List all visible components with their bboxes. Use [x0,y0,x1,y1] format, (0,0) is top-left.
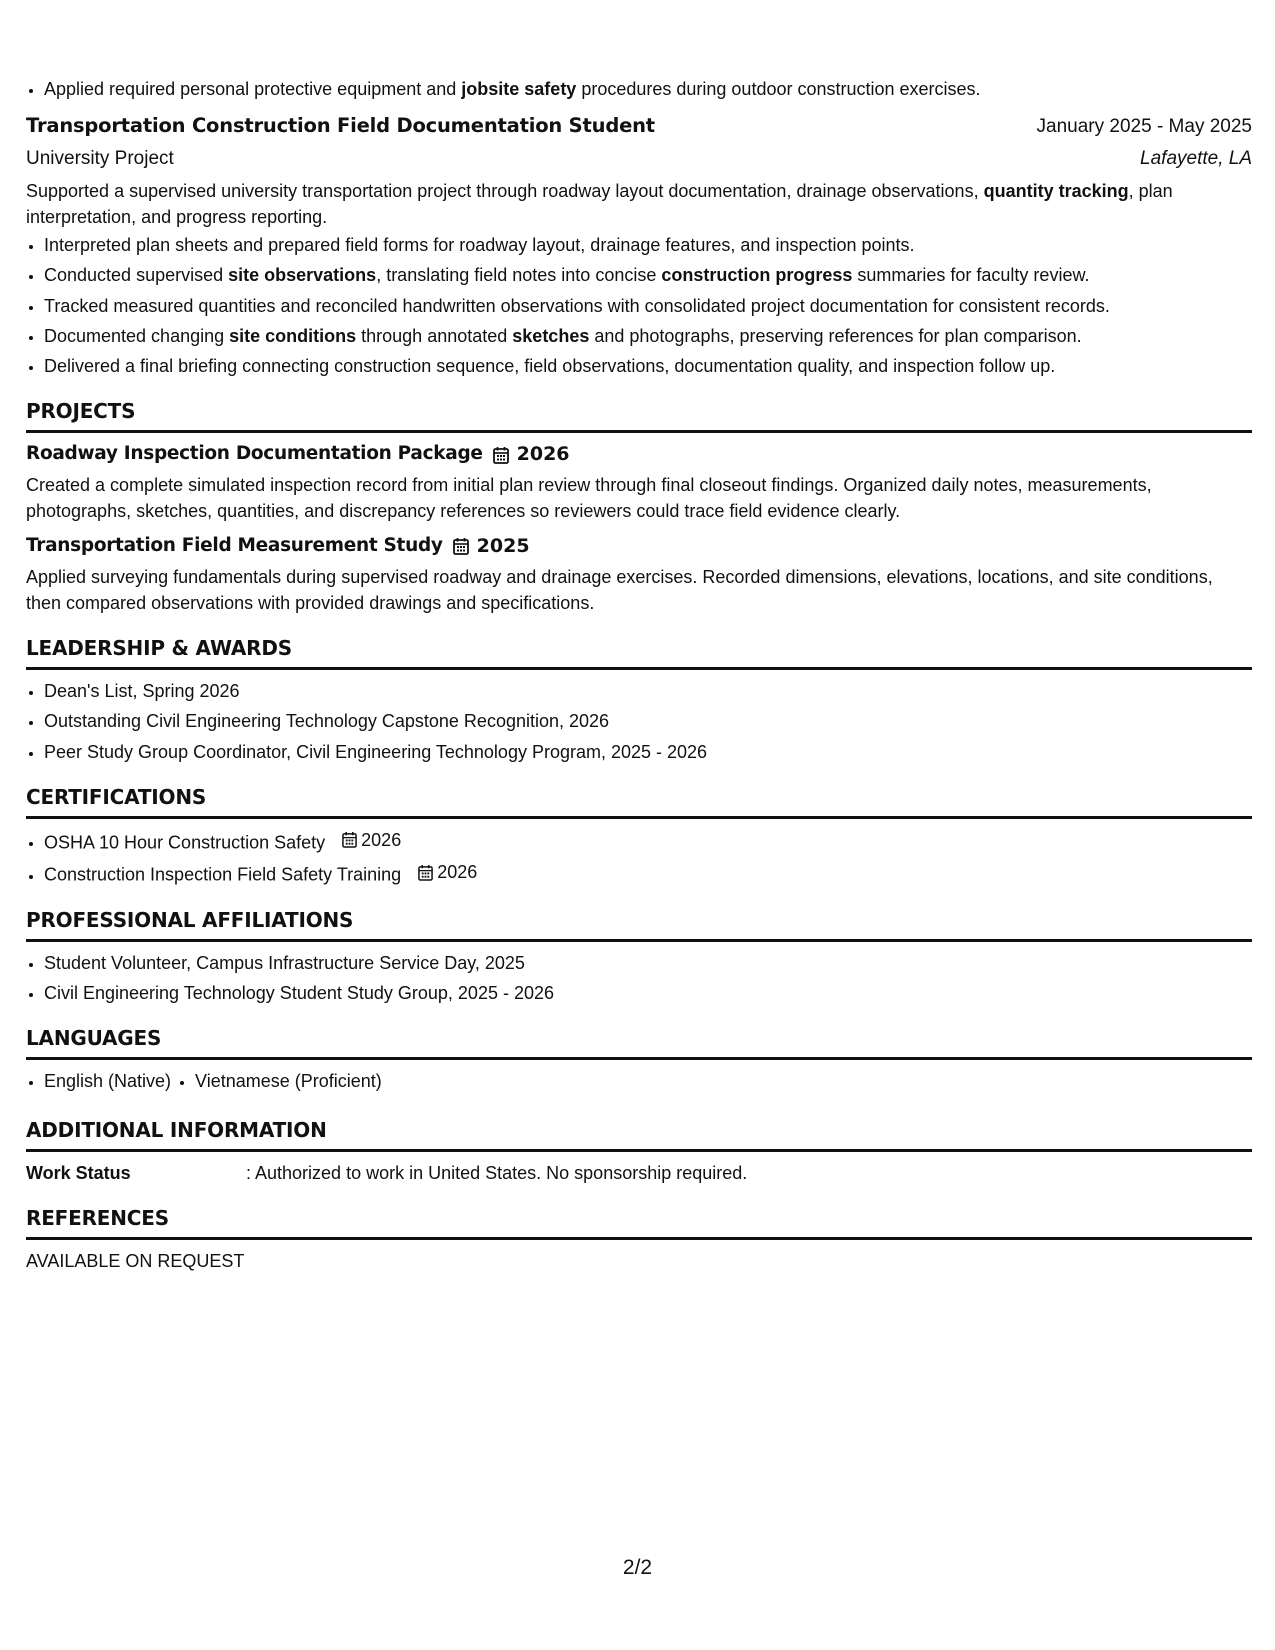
list-item [44,859,1252,888]
role-subheader [26,145,1252,173]
list-item [44,323,1252,349]
section-heading-languages: LANGUAGES [26,1024,1252,1060]
summary-text: , plan interpretation, and progress reporting. [26,181,1173,228]
project-description: Created a complete simulated inspection record from initial plan review through final closeout findings. Organized daily notes, measurements, photographs, sketches, quantities, and discrepancy references so reviewers could trace field evidence clearly. [26,475,1152,522]
project-title: Transportation Field Measurement Study [26,534,443,556]
certification-year: 2026 [361,829,402,850]
role-location: Lafayette, LA [1140,147,1252,169]
bullet-text: and photographs, preserving references for plan comparison. [589,325,1082,346]
bullet-text: Applied required personal protective equipment and [44,79,462,99]
list-item: • Delivered a final briefing connecting construction sequence, field observations, documentation quality, and inspection follow up. [44,353,1252,379]
certification-name: Construction Inspection Field Safety Training [44,864,402,885]
calendar-icon [342,831,357,848]
role-header [26,112,1252,141]
bullet-keyword: jobsite safety [461,79,577,99]
list-item [44,827,1252,856]
section-heading-affiliations: PROFESSIONAL AFFILIATIONS [26,906,1252,942]
work-status-row [26,1160,1252,1186]
bullet-text: Conducted supervised [44,265,229,286]
project-date [493,441,570,469]
certification-name: OSHA 10 Hour Construction Safety [44,832,326,853]
list-item: • Dean's List, Spring 2026 [44,678,1252,704]
bullet-text: through annotated [356,325,513,346]
list-item: • Vietnamese (Proficient) [195,1068,382,1094]
calendar-icon [418,864,433,881]
role-summary [26,178,1252,230]
role-bullets [26,232,1252,378]
role-organization: University Project [26,147,174,169]
project-year: 2026 [516,442,570,465]
list-item [44,76,1252,102]
summary-keyword: quantity tracking [983,181,1129,202]
bullet-keyword: site conditions [229,325,357,346]
bullet-text: summaries for faculty review. [852,265,1090,286]
leadership-list [26,678,1252,764]
work-status-label: Work Status [26,1163,131,1184]
certifications-list [26,827,1252,888]
bullet-text: , translating field notes into concise [376,265,662,286]
languages-list [26,1068,1252,1098]
page-number: 2/2 [622,1556,653,1579]
list-item [44,262,1252,288]
work-status-value: : Authorized to work in United States. No sponsorship required. [246,1163,748,1184]
calendar-icon [493,446,509,464]
section-heading-projects: PROJECTS [26,397,1252,433]
list-item: • Civil Engineering Technology Student Study Group, 2025 - 2026 [44,980,1252,1006]
bullet-text: procedures during outdoor construction exercises. [576,79,981,99]
section-heading-references: REFERENCES [26,1204,1252,1240]
certification-date [418,859,477,885]
project-title: Roadway Inspection Documentation Package [26,443,483,465]
bullet-keyword: sketches [512,325,590,346]
affiliations-list [26,950,1252,1006]
project-header [26,533,1252,561]
list-item: • Outstanding Civil Engineering Technology Capstone Recognition, 2026 [44,708,1252,734]
bullet-text: Documented changing [44,325,230,346]
role-title: Transportation Construction Field Documentation Student [26,114,655,138]
project-item [26,533,1252,617]
certification-date [342,827,401,853]
experience-continued-list [26,76,1252,102]
references-text: AVAILABLE ON REQUEST [26,1251,245,1272]
bullet-keyword: site observations [228,265,377,286]
calendar-icon [453,537,469,555]
list-item: • Peer Study Group Coordinator, Civil Engineering Technology Program, 2025 - 2026 [44,739,1252,765]
list-item: • Tracked measured quantities and reconciled handwritten observations with consolidated project documentation for consistent records. [44,293,1252,319]
list-item: • Interpreted plan sheets and prepared field forms for roadway layout, drainage features, and inspection points. [44,232,1252,258]
summary-text: Supported a supervised university transportation project through roadway layout documentation, drainage observations, [26,181,984,202]
list-item: • English (Native) [44,1068,171,1094]
section-heading-certifications: CERTIFICATIONS [26,783,1252,819]
project-year: 2025 [476,534,530,557]
resume-page [26,76,1252,1274]
section-heading-additional-information: ADDITIONAL INFORMATION [26,1116,1252,1152]
project-item [26,441,1252,525]
project-description: Applied surveying fundamentals during supervised roadway and drainage exercises. Recorded dimensions, elevations, locations, and site conditions, then compared observations with provided drawings and specifications. [26,567,1213,614]
role-dates: January 2025 - May 2025 [1036,116,1252,138]
list-item: • Student Volunteer, Campus Infrastructure Service Day, 2025 [44,950,1252,976]
certification-year: 2026 [437,862,478,883]
project-date [453,533,530,561]
bullet-keyword: construction progress [661,265,853,286]
project-header [26,441,1252,469]
section-heading-leadership: LEADERSHIP & AWARDS [26,634,1252,670]
